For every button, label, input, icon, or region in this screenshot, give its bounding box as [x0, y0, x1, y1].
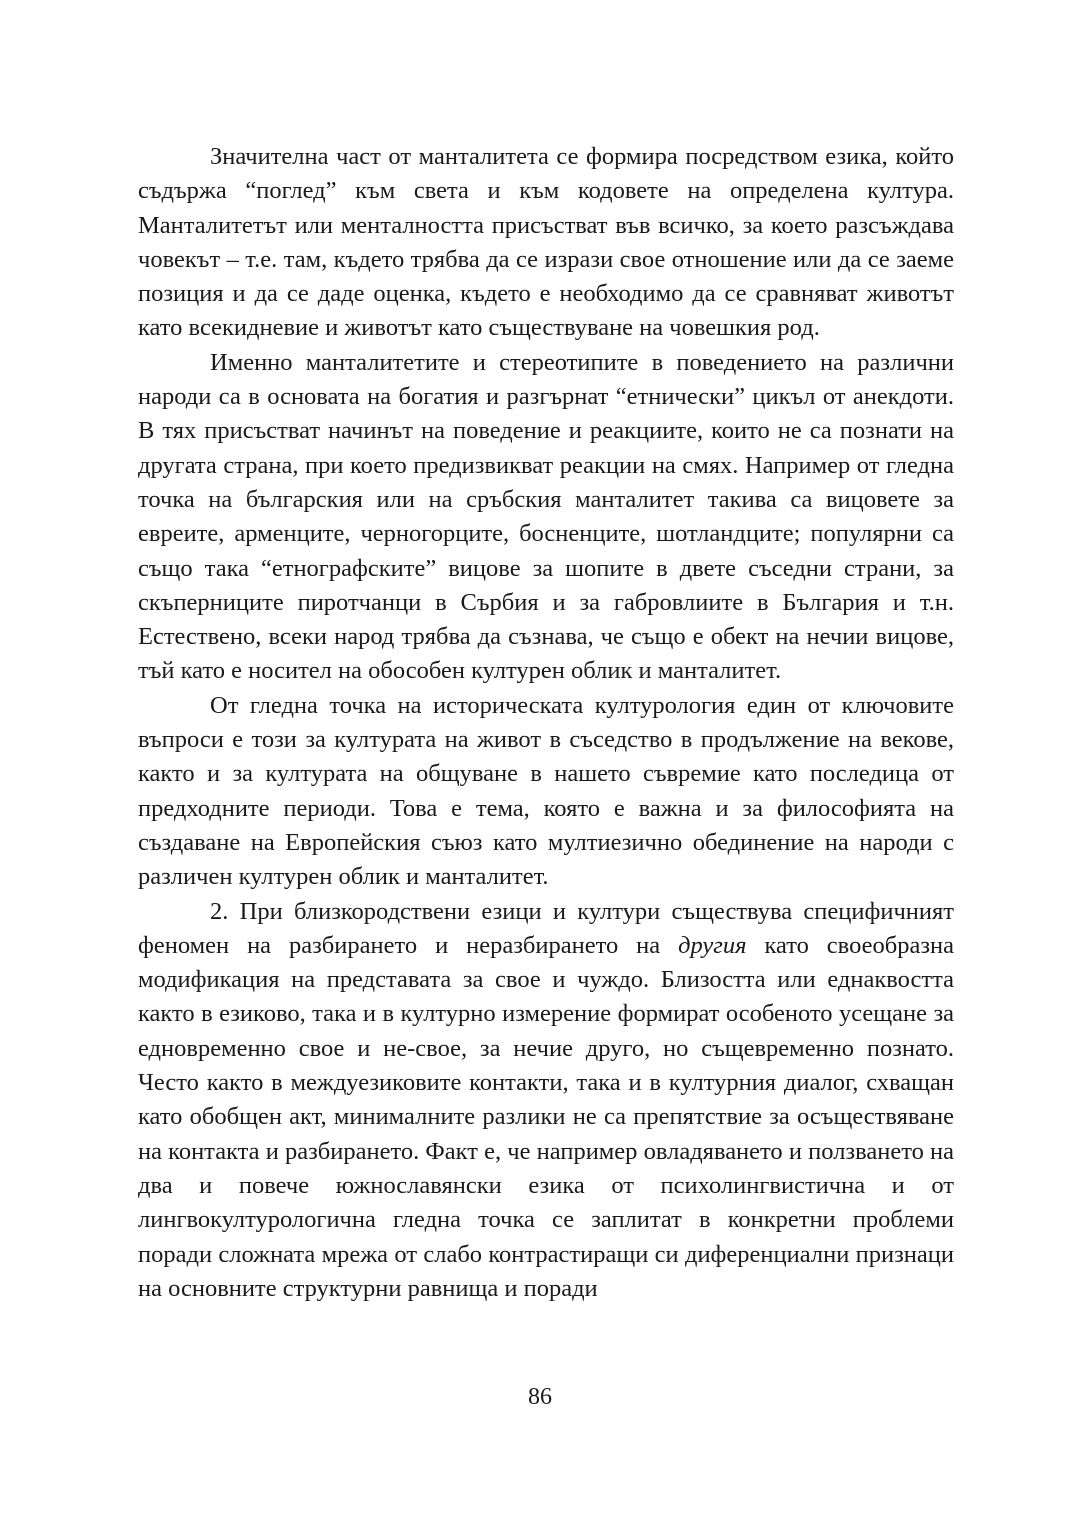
paragraph-1: Значителна част от манталитета се формира посредством езика, който съдържа “поглед” към света и към кодовете на определена култура. Манталитетът или менталността присъстват във всичко, за което разсъждава човекът – т.е. там, където трябва да се изрази свое отношение или да се заеме позиция и да се даде оценка, където е необходимо да се сравняват животът като всекидневие и животът като съществуване на човешкия род.: [138, 143, 954, 342]
paragraph-4-italic-word: другия: [678, 931, 747, 959]
page-number: 86: [528, 1384, 552, 1410]
paragraph-2: Именно манталитетите и стереотипите в поведението на различни народи са в основата на богатия и разгърнат “етнически” цикъл от анекдоти. В тях присъстват начинът на поведение и реакциите, които не са познати на другата страна, при което предизвикват реакции на смях. Например от гледна точка на българския или на сръбския манталитет такива са вицовете за евреите, арменците, черногорците, босненците, шотландците; популярни са също така “етнографските” вицове за шопите в двете съседни страни, за скъперниците пиротчанци в Сърбия и за габровлиите в България и т.н. Естествено, всеки народ трябва да съзнава, че също е обект на нечии вицове, тъй като е носител на обособен културен облик и манталитет.: [138, 348, 954, 685]
paragraph-4: [138, 895, 954, 1307]
paragraph-3: От гледна точка на историческата културология един от ключовите въпроси е този за културата на живот в съседство в продължение на векове, както и за културата на общуване в нашето съвремие като последица от предходните периоди. Това е тема, която е важна и за философията на създаване на Европейския съюз като мултиезично обединение на народи с различен културен облик и манталитет.: [138, 691, 954, 891]
body-text: [138, 140, 954, 1306]
paragraph-4-text-start: 2. При близкородствени езици и култури съществува специфичният феномен на разбирането и неразбирането на: [138, 897, 954, 959]
paragraph-4-text-end: като своеобразна модификация на представата за свое и чуждо. Близостта или еднаквостта както в езиково, така и в културно измерение формират особеното усещане за едновременно свое и не-свое, за нечие друго, но същевременно познато. Често както в междуезиковите контакти, така и в културния диалог, схващан като обобщен акт, минималните разлики не са препятствие за осъществяване на контакта и разбирането. Факт е, че например овладяването и ползването на два и повече южнославянски езика от психолингвистична и от лингвокултурологична гледна точка се заплитат в конкретни проблеми поради сложната мрежа от слабо контрастиращи си диференциални признаци на основните структурни равнища и поради: [138, 931, 955, 1302]
